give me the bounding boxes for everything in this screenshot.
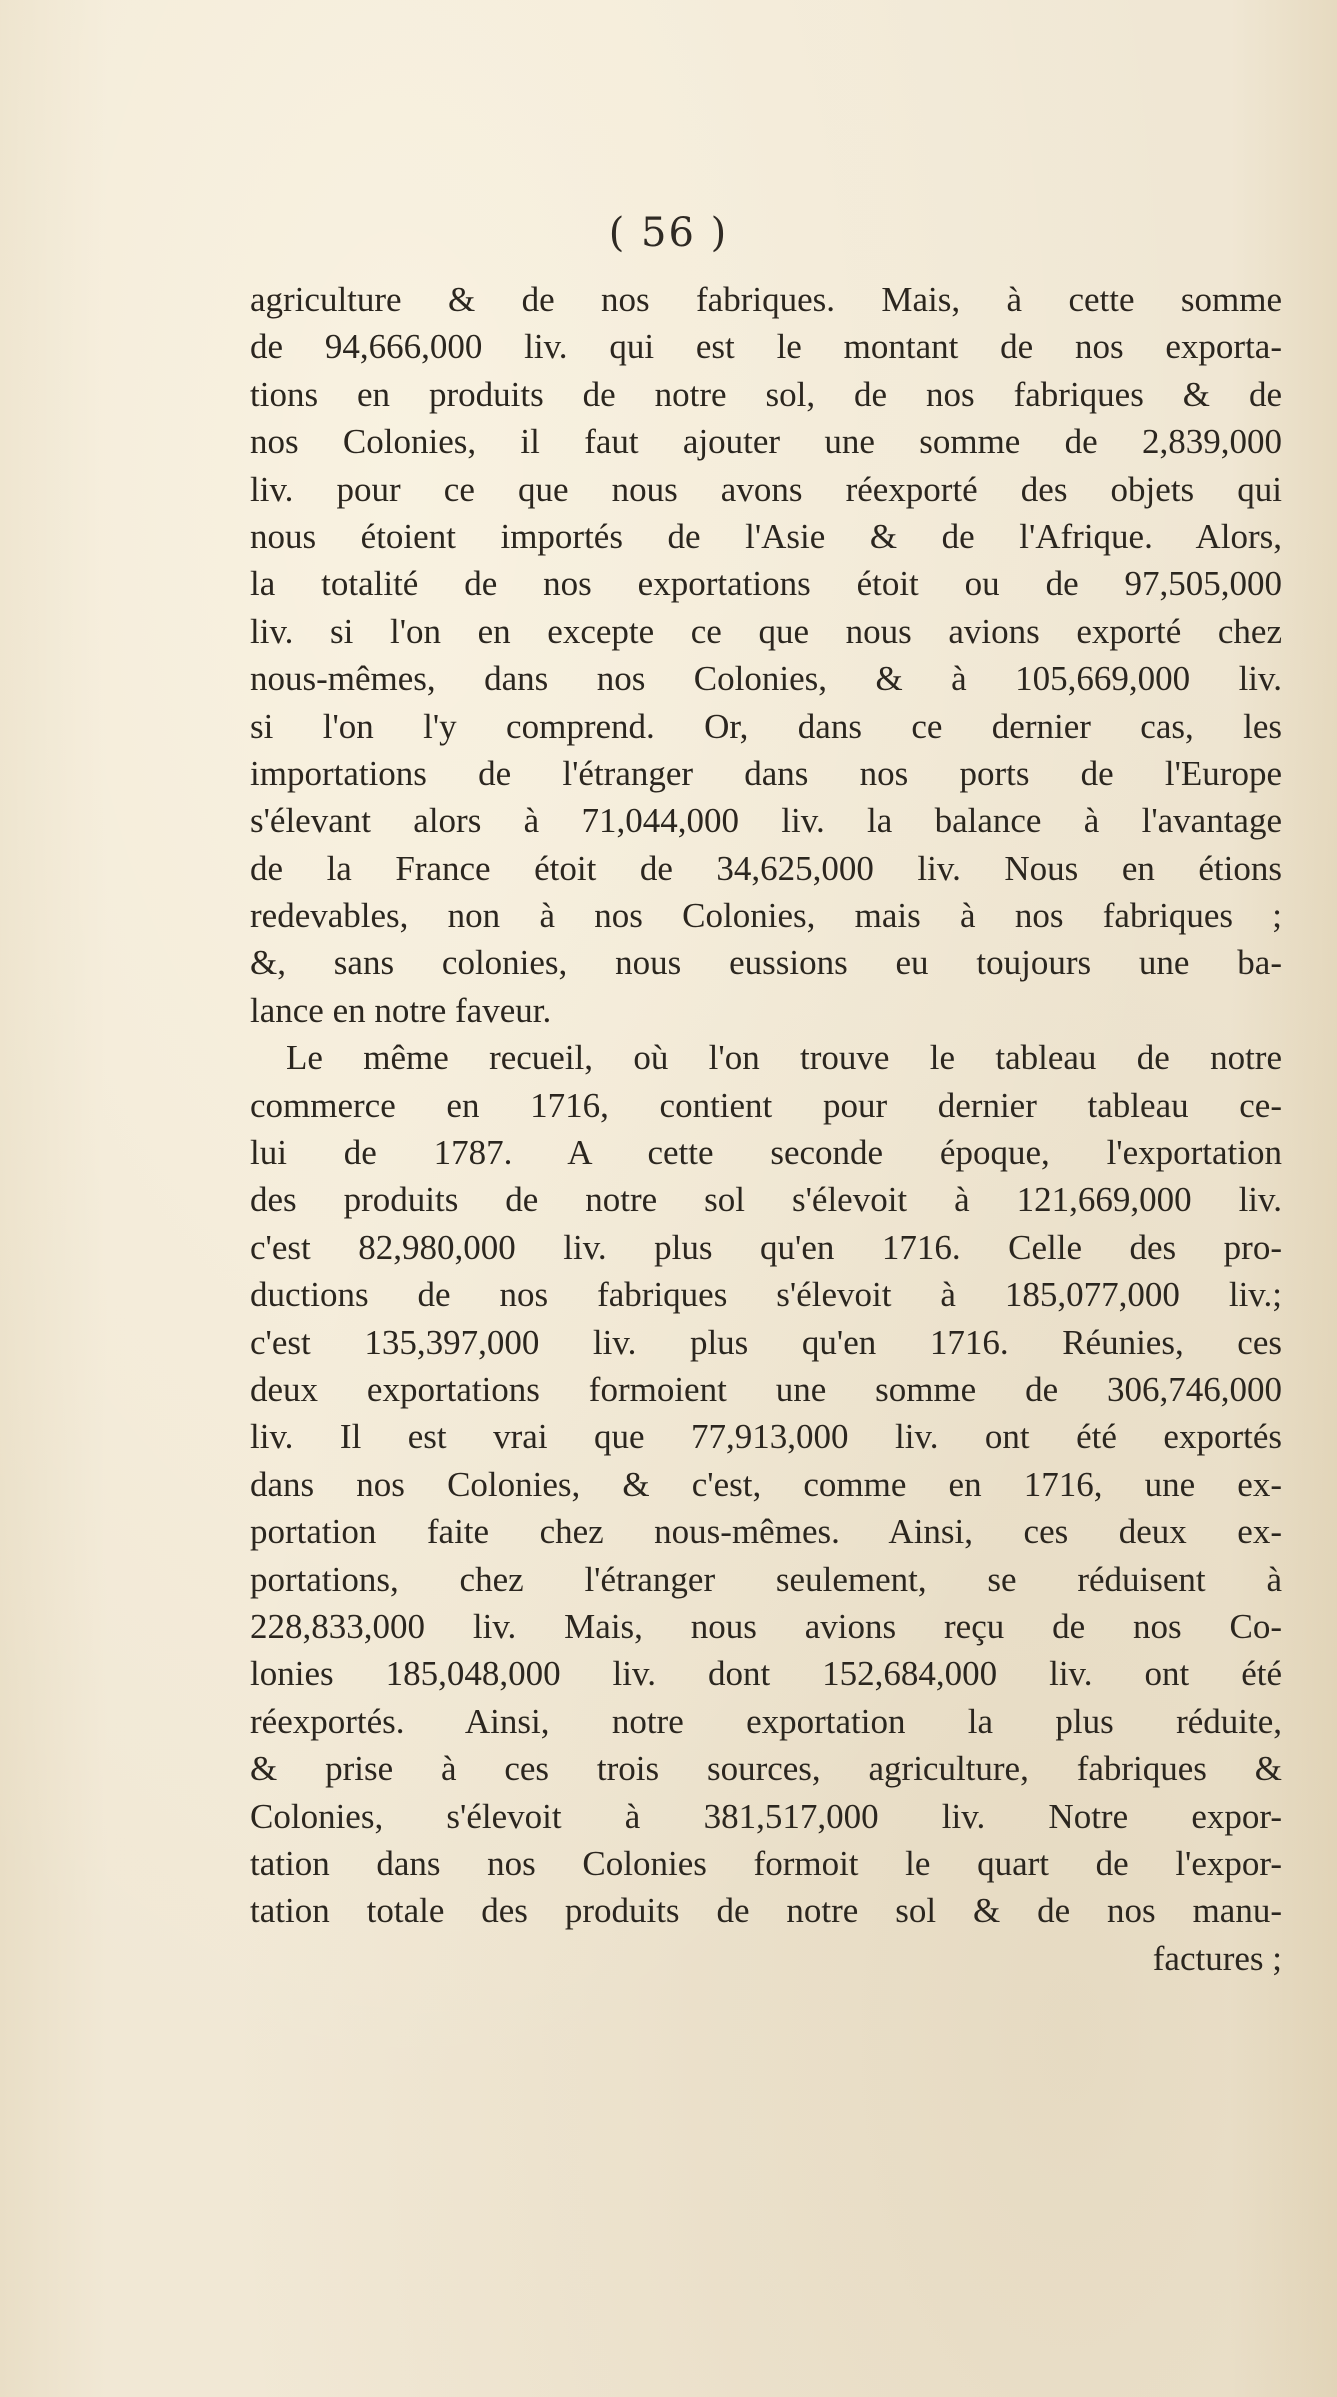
text-line: Colonies, s'élevoit à 381,517,000 liv. Notre expor- — [250, 1796, 1282, 1836]
text-line: nos Colonies, il faut ajouter une somme de 2,839,000 — [250, 422, 1282, 462]
paragraph-first-line: Le même recueil, où l'on trouve le tableau de notre — [286, 1038, 1282, 1078]
text-line: lonies 185,048,000 liv. dont 152,684,000 liv. ont été — [250, 1654, 1282, 1694]
text-line: tation dans nos Colonies formoit le quart de l'expor- — [250, 1843, 1282, 1883]
text-line: agriculture & de nos fabriques. Mais, à cette somme — [250, 280, 1282, 319]
body-text — [250, 276, 1282, 1982]
text-line: ductions de nos fabriques s'élevoit à 185,077,000 liv.; — [250, 1275, 1282, 1315]
text-line: si l'on l'y comprend. Or, dans ce dernier cas, les — [250, 706, 1282, 746]
text-line: lui de 1787. A cette seconde époque, l'exportation — [250, 1133, 1282, 1173]
text-line: nous-mêmes, dans nos Colonies, & à 105,669,000 liv. — [250, 659, 1282, 699]
text-line: commerce en 1716, contient pour dernier tableau ce- — [250, 1085, 1282, 1125]
text-line: s'élevant alors à 71,044,000 liv. la balance à l'avantage — [250, 801, 1282, 841]
text-line: dans nos Colonies, & c'est, comme en 1716, une ex- — [250, 1464, 1282, 1504]
catchword: factures ; — [1152, 1938, 1282, 1978]
text-line: portation faite chez nous-mêmes. Ainsi, ces deux ex- — [250, 1512, 1282, 1552]
text-line: réexportés. Ainsi, notre exportation la plus réduite, — [250, 1701, 1282, 1741]
text-line: c'est 135,397,000 liv. plus qu'en 1716. Réunies, ces — [250, 1322, 1282, 1362]
text-line: redevables, non à nos Colonies, mais à nos fabriques ; — [250, 896, 1282, 936]
text-line: tions en produits de notre sol, de nos fabriques & de — [250, 374, 1282, 414]
page-number: ( 56 ) — [608, 210, 729, 256]
text-line: liv. si l'on en excepte ce que nous avions exporté chez — [250, 611, 1282, 651]
text-line: c'est 82,980,000 liv. plus qu'en 1716. Celle des pro- — [250, 1227, 1282, 1267]
text-line: portations, chez l'étranger seulement, se réduisent à — [250, 1559, 1282, 1599]
text-line: 228,833,000 liv. Mais, nous avions reçu de nos Co- — [250, 1606, 1282, 1646]
text-line: & prise à ces trois sources, agriculture, fabriques & — [250, 1749, 1282, 1789]
text-line: la totalité de nos exportations étoit ou de 97,505,000 — [250, 564, 1282, 604]
text-line: liv. Il est vrai que 77,913,000 liv. ont été exportés — [250, 1417, 1282, 1457]
paragraph-last-line: lance en notre faveur. — [250, 990, 552, 1030]
text-line: nous étoient importés de l'Asie & de l'Afrique. Alors, — [250, 516, 1282, 556]
text-line: importations de l'étranger dans nos ports de l'Europe — [250, 753, 1282, 793]
text-line: des produits de notre sol s'élevoit à 121,669,000 liv. — [250, 1180, 1282, 1220]
text-line: de 94,666,000 liv. qui est le montant de nos exporta- — [250, 327, 1282, 367]
text-line: deux exportations formoient une somme de 306,746,000 — [250, 1369, 1282, 1409]
text-line: tation totale des produits de notre sol & de nos manu- — [250, 1891, 1282, 1931]
text-line: &, sans colonies, nous eussions eu toujours une ba- — [250, 943, 1282, 983]
text-line: de la France étoit de 34,625,000 liv. Nous en étions — [250, 848, 1282, 888]
text-line: liv. pour ce que nous avons réexporté des objets qui — [250, 469, 1282, 509]
